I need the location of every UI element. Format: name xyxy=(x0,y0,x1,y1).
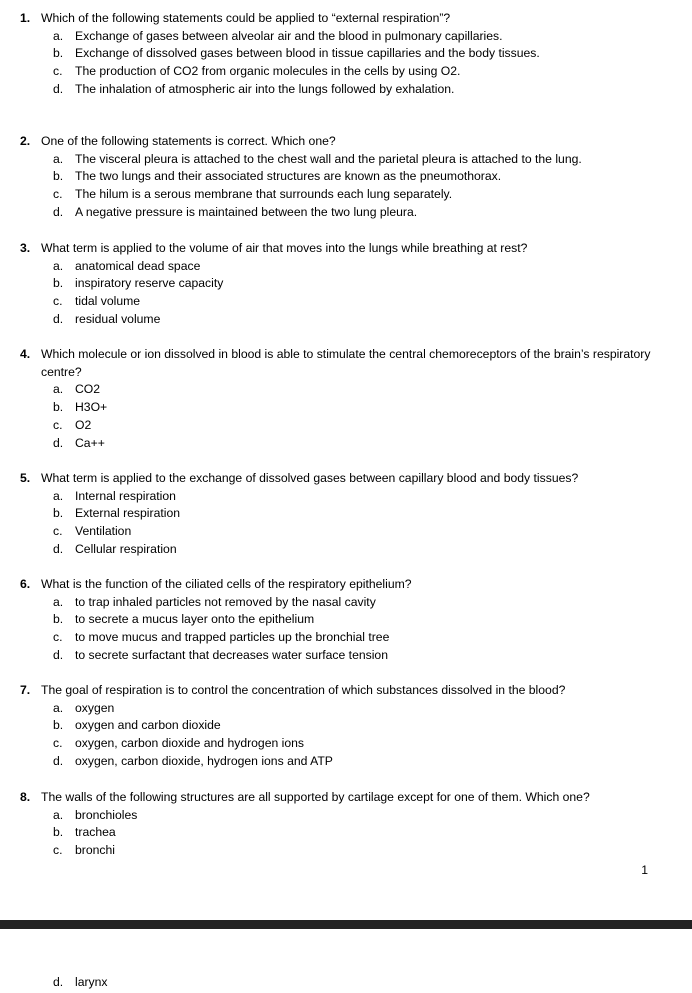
option-item xyxy=(20,45,670,63)
option-item xyxy=(20,717,670,735)
option-item xyxy=(20,611,670,629)
question-number: 1. xyxy=(20,11,31,25)
option-text: Ventilation xyxy=(75,524,132,539)
option-text: oxygen and carbon dioxide xyxy=(75,718,221,733)
question-stem xyxy=(20,346,670,381)
option-list xyxy=(20,28,670,99)
option-item xyxy=(20,399,670,417)
option-list xyxy=(20,488,670,559)
option-item xyxy=(20,186,670,204)
option-text: trachea xyxy=(75,825,116,840)
option-letter: d. xyxy=(53,753,64,768)
option-item xyxy=(20,647,670,665)
question-stem xyxy=(20,576,670,594)
question-stem xyxy=(20,470,670,488)
option-text: Cellular respiration xyxy=(75,541,177,556)
option-letter: d. xyxy=(53,541,64,556)
continued-option xyxy=(20,974,670,992)
option-item xyxy=(20,629,670,647)
option-item xyxy=(20,151,670,169)
option-text: to secrete a mucus layer onto the epithelium xyxy=(75,612,315,627)
option-item xyxy=(20,417,670,435)
option-item xyxy=(20,81,670,99)
option-letter: c. xyxy=(53,187,63,202)
option-item xyxy=(20,488,670,506)
option-list xyxy=(20,594,670,665)
option-list xyxy=(20,381,670,452)
option-letter: d. xyxy=(53,435,64,450)
question-text: The goal of respiration is to control the concentration of which substances dissolved in the blood? xyxy=(41,683,566,697)
option-text: CO2 xyxy=(75,382,101,397)
option-text: Ca++ xyxy=(75,435,105,450)
question-stem xyxy=(20,682,670,700)
option-text: residual volume xyxy=(75,311,161,326)
option-letter: a. xyxy=(53,488,64,503)
option-item xyxy=(20,594,670,612)
option-letter: a. xyxy=(53,594,64,609)
option-letter: c. xyxy=(53,294,63,309)
option-text: larynx xyxy=(75,975,108,989)
option-item xyxy=(20,700,670,718)
question-number: 5. xyxy=(20,471,31,485)
option-item xyxy=(20,974,670,992)
option-text: The production of CO2 from organic molecules in the cells by using O2. xyxy=(75,64,461,79)
question-text: Which of the following statements could be applied to “external respiration”? xyxy=(41,11,451,25)
option-item xyxy=(20,824,670,842)
option-text: The visceral pleura is attached to the chest wall and the parietal pleura is attached to the lung. xyxy=(75,151,582,166)
option-item xyxy=(20,735,670,753)
option-letter: c. xyxy=(53,64,63,79)
option-text: The inhalation of atmospheric air into the lungs followed by exhalation. xyxy=(75,81,455,96)
option-letter: b. xyxy=(53,506,64,521)
option-text: oxygen, carbon dioxide and hydrogen ions xyxy=(75,736,305,751)
option-letter: c. xyxy=(53,736,63,751)
option-text: bronchi xyxy=(75,843,115,858)
option-text: O2 xyxy=(75,417,92,432)
option-text: The hilum is a serous membrane that surrounds each lung separately. xyxy=(75,187,453,202)
option-item xyxy=(20,753,670,771)
question-number: 7. xyxy=(20,683,31,697)
question-stem xyxy=(20,10,670,28)
option-item xyxy=(20,311,670,329)
option-item xyxy=(20,505,670,523)
option-item xyxy=(20,258,670,276)
option-text: H3O+ xyxy=(75,400,108,415)
option-letter: b. xyxy=(53,276,64,291)
question-4 xyxy=(20,346,670,452)
option-letter: d. xyxy=(53,647,64,662)
option-text: A negative pressure is maintained between the two lung pleura. xyxy=(75,204,418,219)
option-text: bronchioles xyxy=(75,807,138,822)
option-item xyxy=(20,381,670,399)
option-letter: d. xyxy=(53,311,64,326)
question-text: What is the function of the ciliated cells of the respiratory epithelium? xyxy=(41,577,412,591)
question-number: 4. xyxy=(20,347,31,361)
option-text: Exchange of gases between alveolar air and the blood in pulmonary capillaries. xyxy=(75,28,503,43)
question-stem xyxy=(20,133,670,151)
option-letter: c. xyxy=(53,524,63,539)
question-number: 8. xyxy=(20,790,31,804)
question-6 xyxy=(20,576,670,665)
option-item xyxy=(20,63,670,81)
question-1 xyxy=(20,10,670,99)
question-2 xyxy=(20,133,670,222)
option-letter: a. xyxy=(53,382,64,397)
option-list xyxy=(20,151,670,222)
page-break-divider xyxy=(0,920,692,929)
question-text: Which molecule or ion dissolved in blood is able to stimulate the central chemoreceptors of the brain’s respiratory centre? xyxy=(41,347,651,379)
option-list xyxy=(20,700,670,771)
question-number: 3. xyxy=(20,241,31,255)
option-item xyxy=(20,807,670,825)
question-5 xyxy=(20,470,670,559)
question-text: What term is applied to the exchange of dissolved gases between capillary blood and body tissues? xyxy=(41,471,579,485)
option-item xyxy=(20,168,670,186)
option-item xyxy=(20,435,670,453)
option-text: Exchange of dissolved gases between blood in tissue capillaries and the body tissues. xyxy=(75,46,540,61)
option-letter: a. xyxy=(53,700,64,715)
option-text: Internal respiration xyxy=(75,488,176,503)
question-3 xyxy=(20,240,670,329)
option-text: to secrete surfactant that decreases water surface tension xyxy=(75,647,388,662)
option-letter: d. xyxy=(53,204,64,219)
question-number: 2. xyxy=(20,134,31,148)
option-item xyxy=(20,842,670,860)
option-item xyxy=(20,293,670,311)
option-letter: b. xyxy=(53,169,64,184)
question-text: The walls of the following structures are all supported by cartilage except for one of them. Which one? xyxy=(41,790,590,804)
question-text: One of the following statements is correct. Which one? xyxy=(41,134,336,148)
question-8 xyxy=(20,789,670,860)
option-letter: a. xyxy=(53,28,64,43)
option-letter: c. xyxy=(53,417,63,432)
option-letter: a. xyxy=(53,151,64,166)
option-text: tidal volume xyxy=(75,294,141,309)
option-letter: c. xyxy=(53,630,63,645)
option-text: oxygen, carbon dioxide, hydrogen ions and ATP xyxy=(75,753,333,768)
option-text: External respiration xyxy=(75,506,180,521)
option-item xyxy=(20,541,670,559)
option-text: to move mucus and trapped particles up the bronchial tree xyxy=(75,630,390,645)
option-list xyxy=(20,258,670,329)
option-text: inspiratory reserve capacity xyxy=(75,276,224,291)
option-letter: b. xyxy=(53,612,64,627)
question-7 xyxy=(20,682,670,771)
option-letter: a. xyxy=(53,807,64,822)
option-text: anatomical dead space xyxy=(75,258,201,273)
option-item xyxy=(20,275,670,293)
option-letter: d. xyxy=(53,975,64,989)
option-letter: c. xyxy=(53,843,63,858)
question-text: What term is applied to the volume of air that moves into the lungs while breathing at rest? xyxy=(41,241,528,255)
option-letter: d. xyxy=(53,81,64,96)
option-list xyxy=(20,807,670,860)
option-letter: b. xyxy=(53,46,64,61)
option-text: The two lungs and their associated structures are known as the pneumothorax. xyxy=(75,169,502,184)
option-letter: b. xyxy=(53,718,64,733)
option-item xyxy=(20,28,670,46)
option-item xyxy=(20,204,670,222)
option-item xyxy=(20,523,670,541)
option-letter: a. xyxy=(53,258,64,273)
page-number: 1 xyxy=(641,863,648,877)
question-stem xyxy=(20,789,670,807)
option-text: to trap inhaled particles not removed by the nasal cavity xyxy=(75,594,376,609)
option-text: oxygen xyxy=(75,700,115,715)
option-letter: b. xyxy=(53,400,64,415)
option-letter: b. xyxy=(53,825,64,840)
question-stem xyxy=(20,240,670,258)
question-number: 6. xyxy=(20,577,31,591)
